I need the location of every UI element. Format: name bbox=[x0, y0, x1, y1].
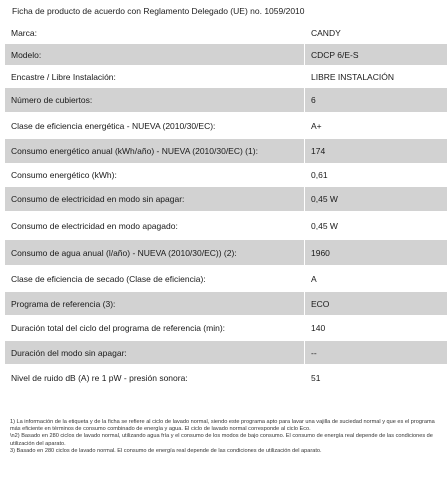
spec-label: Programa de referencia (3): bbox=[5, 292, 305, 316]
spec-label: Modelo: bbox=[5, 44, 305, 66]
spec-label: Consumo de electricidad en modo apagado: bbox=[5, 212, 305, 240]
spec-label: Nivel de ruido dB (A) re 1 pW - presión sonora: bbox=[5, 365, 305, 391]
spec-value: CDCP 6/E-S bbox=[305, 44, 447, 66]
spec-value: A bbox=[305, 266, 447, 292]
spec-value: 1960 bbox=[305, 240, 447, 266]
spec-value: A+ bbox=[305, 113, 447, 139]
spec-label: Clase de eficiencia de secado (Clase de eficiencia): bbox=[5, 266, 305, 292]
spec-value: 0,45 W bbox=[305, 187, 447, 212]
spec-label: Duración total del ciclo del programa de referencia (min): bbox=[5, 316, 305, 341]
spec-value: 140 bbox=[305, 316, 447, 341]
spec-label: Número de cubiertos: bbox=[5, 88, 305, 113]
spec-label: Consumo energético (kWh): bbox=[5, 164, 305, 187]
spec-value: 6 bbox=[305, 88, 447, 113]
spec-row-reference-program bbox=[5, 292, 447, 316]
spec-label: Clase de eficiencia energética - NUEVA (2010/30/EC): bbox=[5, 113, 305, 139]
spec-row-annual-water bbox=[5, 240, 447, 266]
spec-value: CANDY bbox=[305, 22, 447, 44]
spec-label: Consumo de electricidad en modo sin apagar: bbox=[5, 187, 305, 212]
footnote-1: 1) La información de la etiqueta y de la ficha se refiere al ciclo de lavado normal, siendo este programa apto para lavar una vajilla de suciedad normal y que es el programa más eficiente en términos de consumo combinado de energía y agua. El ciclo de lavado normal corresponde al ciclo Eco. bbox=[10, 419, 435, 433]
spec-table bbox=[4, 21, 447, 391]
spec-row-energy-consumption bbox=[5, 164, 447, 187]
spec-row-drying-class bbox=[5, 266, 447, 292]
spec-row-place-settings bbox=[5, 88, 447, 113]
footnote-3: 3) Basado en 280 ciclos de lavado normal. El consumo de energía real depende de las condiciones de utilización del aparato. bbox=[10, 447, 322, 454]
spec-label: Marca: bbox=[5, 22, 305, 44]
spec-value: 0,61 bbox=[305, 164, 447, 187]
spec-value: ECO bbox=[305, 292, 447, 316]
spec-row-cycle-duration bbox=[5, 316, 447, 341]
spec-row-annual-energy bbox=[5, 139, 447, 164]
spec-row-left-on-mode bbox=[5, 187, 447, 212]
spec-label: Consumo energético anual (kWh/año) - NUEVA (2010/30/EC) (1): bbox=[5, 139, 305, 164]
spec-value: 51 bbox=[305, 365, 447, 391]
product-sheet-title: Ficha de producto de acuerdo con Reglamento Delegado (UE) no. 1059/2010 bbox=[12, 6, 305, 16]
spec-label: Duración del modo sin apagar: bbox=[5, 341, 305, 365]
spec-value: 174 bbox=[305, 139, 447, 164]
spec-row-off-mode bbox=[5, 212, 447, 240]
spec-value: LIBRE INSTALACIÓN bbox=[305, 66, 447, 88]
spec-label: Encastre / Libre Instalación: bbox=[5, 66, 305, 88]
spec-row-left-on-duration bbox=[5, 341, 447, 365]
spec-row-brand bbox=[5, 22, 447, 44]
footnote-2: \n2) Basado en 280 ciclos de lavado normal, utilizando agua fría y el consumo de los modos de bajo consumo. El consumo de energía real depende de las condiciones de utilización del aparato. bbox=[10, 433, 433, 447]
spec-value: 0,45 W bbox=[305, 212, 447, 240]
spec-label: Consumo de agua anual (l/año) - NUEVA (2010/30/EC)) (2): bbox=[5, 240, 305, 266]
spec-row-noise-level bbox=[5, 365, 447, 391]
spec-value: -- bbox=[305, 341, 447, 365]
spec-row-model bbox=[5, 44, 447, 66]
footnotes bbox=[10, 419, 435, 455]
spec-row-energy-class bbox=[5, 113, 447, 139]
spec-row-installation bbox=[5, 66, 447, 88]
